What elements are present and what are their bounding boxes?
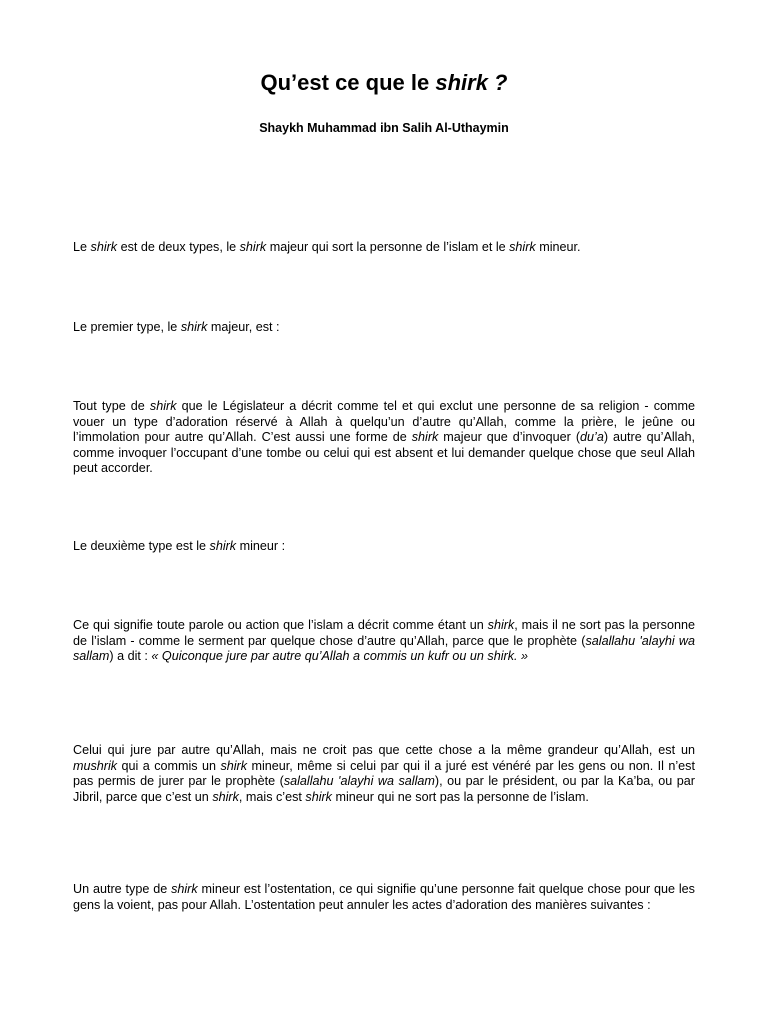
paragraph-2 xyxy=(73,320,695,336)
title-italic: shirk ? xyxy=(435,70,508,95)
text-run: ) a dit : xyxy=(109,649,152,663)
italic-term: shirk xyxy=(411,430,439,444)
hadith-quote: « Quiconque jure par autre qu’Allah a commis un kufr ou un shirk. » xyxy=(151,649,529,663)
italic-term: du’a xyxy=(580,430,604,444)
italic-term: shirk xyxy=(487,618,515,632)
text-run: Tout type de xyxy=(73,399,150,413)
italic-term: shirk xyxy=(171,882,198,896)
text-run: Celui qui jure par autre qu’Allah, mais ne croit pas que cette chose a la même grandeur qu’Allah, est un xyxy=(73,743,695,757)
paragraph-3 xyxy=(73,399,695,477)
italic-term: shirk xyxy=(90,240,118,254)
text-run: ) autre qu’Allah, comme invoquer l’occupant d’une tombe ou celui qui est absent et lui demander quelque chose que seul Allah peut accorder. xyxy=(73,430,695,475)
text-run: mineur : xyxy=(236,539,286,553)
text-run: Un autre type de xyxy=(73,882,172,896)
italic-term: shirk xyxy=(180,320,208,334)
paragraph-1 xyxy=(73,240,695,256)
text-run: que le Législateur a décrit comme tel et qui exclut une personne de sa religion - comme vouer un type d’adoration réservé à Allah à quelqu’un d’autre qu’Allah, comme la prière, le jeûne ou l’immolation pour autre qu’Allah. C’est aussi une forme de xyxy=(73,399,696,444)
paragraph-4 xyxy=(73,539,695,555)
text-run: ), ou par le président, ou par la Ka’ba, ou par Jibril, parce que c’est un xyxy=(73,774,695,804)
text-run: Le xyxy=(73,240,91,254)
text-run: mineur qui ne sort pas la personne de l’islam. xyxy=(331,789,589,804)
text-run: mineur. xyxy=(535,240,581,254)
paragraph-5 xyxy=(73,618,695,665)
author-line: Shaykh Muhammad ibn Salih Al-Uthaymin xyxy=(259,121,509,135)
italic-term: shirk xyxy=(305,789,332,804)
text-run: majeur, est : xyxy=(207,320,280,334)
text-run: qui a commis un xyxy=(117,758,221,773)
italic-term: shirk xyxy=(239,240,267,254)
text-run: majeur que d’invoquer ( xyxy=(438,430,581,444)
italic-term: salallahu 'alayhi wa sallam xyxy=(283,774,435,788)
italic-term: mushrik xyxy=(73,758,118,773)
paragraph-7 xyxy=(73,882,695,913)
italic-term: salallahu 'alayhi wa sallam xyxy=(73,633,695,663)
text-run: , mais il ne sort pas la personne de l’islam - comme le serment par quelque chose d’autre qu’Allah, parce que le prophète ( xyxy=(73,618,695,648)
text-run: mineur est l’ostentation, ce qui signifie qu’une personne fait quelque chose pour que les gens la voient, pas pour Allah. L’ostentation peut annuler les actes d’adoration des manières suivantes : xyxy=(73,882,695,912)
italic-term: shirk xyxy=(209,539,237,553)
text-run: majeur qui sort la personne de l’islam et le xyxy=(266,240,510,254)
text-run: mineur, même si celui par qui il a juré est vénéré par les gens ou non. Il n’est pas permis de jurer par le prophète ( xyxy=(73,758,695,788)
paragraph-6 xyxy=(73,743,695,805)
italic-term: shirk xyxy=(220,758,248,773)
text-run: Le premier type, le xyxy=(73,320,181,334)
text-run: Le deuxième type est le xyxy=(73,539,210,553)
italic-term: shirk xyxy=(149,399,177,413)
title-text: Qu’est ce que le xyxy=(260,70,436,95)
italic-term: shirk xyxy=(212,789,239,804)
italic-term: shirk xyxy=(509,240,536,254)
text-run: , mais c’est xyxy=(238,789,306,804)
text-run: Ce qui signifie toute parole ou action que l’islam a décrit comme étant un xyxy=(73,618,488,632)
text-run: est de deux types, le xyxy=(117,240,240,254)
page-title xyxy=(0,68,768,98)
